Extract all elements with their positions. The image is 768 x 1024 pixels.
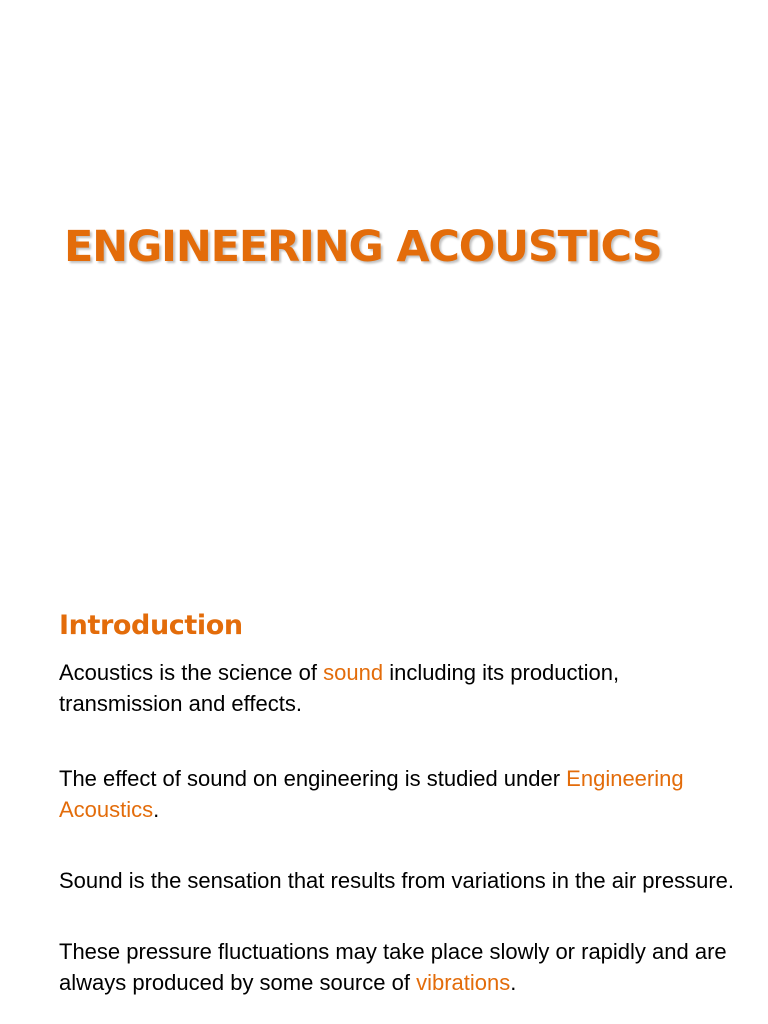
paragraph-sound-sensation (59, 865, 739, 896)
paragraph-text: The effect of sound on engineering is studied under (59, 766, 567, 791)
highlight-engineering-acoustics: Engineering Acoustics (59, 766, 684, 822)
paragraph-text: Sound is the sensation that results from variations in the air pressure. (59, 868, 735, 893)
paragraph-text: These pressure fluctuations may take place slowly or rapidly and are always produced by some source of (59, 939, 727, 995)
highlight-vibrations: vibrations (416, 970, 511, 995)
paragraph-text: including its production, transmission and effects. (59, 660, 620, 716)
slide-title: ENGINEERING ACOUSTICS (64, 222, 662, 272)
paragraph-text: . (510, 970, 517, 995)
paragraph-text: Acoustics is the science of (59, 660, 324, 685)
paragraph-acoustics-definition (59, 657, 739, 719)
highlight-sound: sound (323, 660, 384, 685)
slide-content (59, 610, 739, 1024)
paragraph-text: . (153, 797, 160, 822)
paragraph-engineering-acoustics (59, 763, 739, 825)
paragraph-pressure-fluctuations (59, 936, 739, 998)
section-heading: Introduction (59, 610, 243, 641)
